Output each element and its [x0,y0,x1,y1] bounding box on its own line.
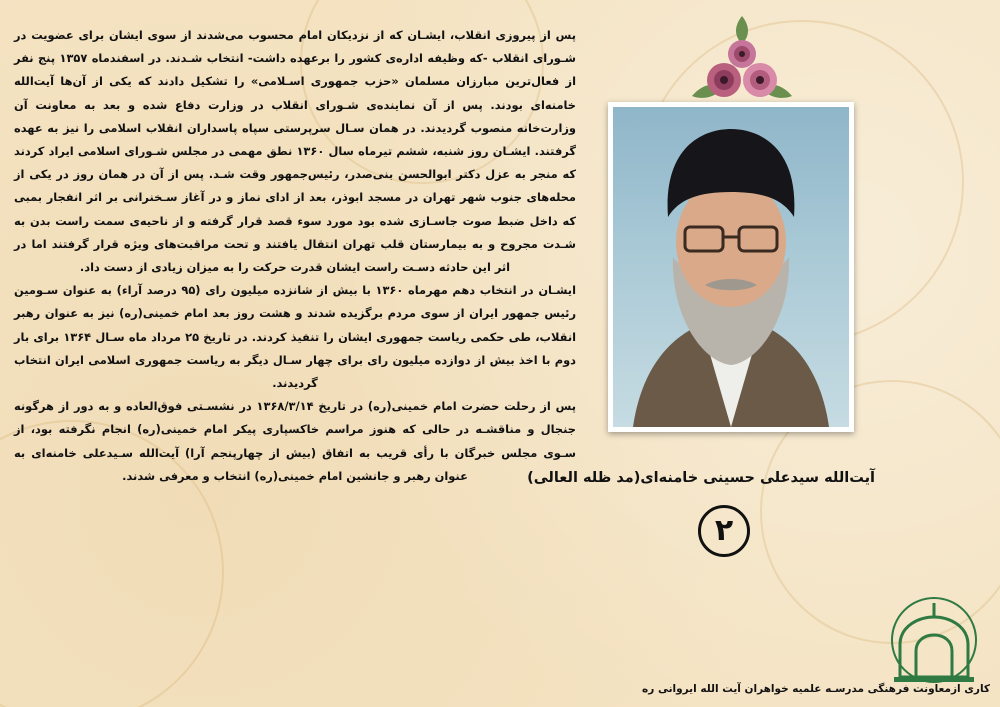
portrait-photo [613,107,849,427]
footer-credit: کاری ازمعاونت فرهنگی مدرسـه علمیه خواهران آیت الله ایروانی ره [642,683,990,695]
paragraph: پس از پیروزی انقلاب، ایشـان که از نزدیکان امام محسوب می‌شدند از سوی ایشان برای عضویت در شـورای انقلاب -که وظیفه اداره‌ی کشور را برعهده داشت- انتخاب شـدند. در اسفندماه ۱۳۵۷ پنج نفر از فعال‌ترین مبارزان مسلمان «حزب جمهوری اسـلامی» را تشکیل دادند که یکی از آن‌ها آیت‌الله خامنه‌ای بودند. پس از آن نماینده‌ی شـورای انقلاب در وزارت دفاع شده و بعد به معاونت آن وزارت‌خانه منصوب گردیدند. در همان سـال سرپرستی سپاه پاسداران انقلاب اسلامی را نیز به عهده گرفتند. ایشـان روز شنبه، ششم تیرماه سال ۱۳۶۰ نطق مهمی در مجلس شـورای اسلامی ایراد کردند که منجر به عزل دکتر ابوالحسن بنی‌صدر، رئیس‌جمهور وقت شـد. پس از آن در همان روز در یکی از محله‌های جنوب شهر تهران در مسجد ابوذر، بعد از ادای نماز و در آغاز سـخنرانی بر اثر انفجار بمبی که داخل ضبط صوت جاسـازی شده بود مورد سوء قصد قرار گرفته و از ناحیه‌ی سمت راست بدن به شـدت مجروح و به بیمارستان قلب تهران انتقال یافتند و تحت مراقبت‌های ویژه قرار گرفتند اما در اثر این حادثه دسـت راست ایشان قدرت حرکت را به میزان زیادی از دست داد. [14,28,576,275]
paragraph: ایشـان در انتخاب دهم مهرماه ۱۳۶۰ با بیش از شانزده میلیون رای (۹۵ درصد آراء) به عنوان سـومین رئیس جمهور ایران از سوی مردم برگزیده شدند و هشت روز بعد امام خمینی(ره) نیز به عنوان رهبر انقلاب، طی حکمی ریاست جمهوری ایشان را تنفیذ کردند. در تاریخ ۲۵ مرداد ماه سـال ۱۳۶۴ برای بار دوم با اخذ بیش از دوازده میلیون رای برای چهار سـال دیگر به ریاست جمهوری اسلامی ایران انتخاب گردیدند. [14,283,577,391]
page-number-badge: ۲ [698,505,750,557]
portrait-illustration [613,107,849,427]
biography-text [14,24,576,694]
flower-ornament-icon [682,14,802,109]
school-logo-icon [880,595,988,685]
paragraph: پس از رحلت حضرت امام خمینی(ره) در تاریخ ۱۳۶۸/۳/۱۴ در نشسـتی فوق‌العاده و به دور از هرگونه جنجال و مناقشـه در حالی که هنوز مراسم خاکسپاری پیکر امام خمینی(ره) انجام نگرفته بود، از سـوی مجلس خبرگان با رأی قریب به اتفاق (بیش از چهارپنجم آرا) آیت‌الله سـیدعلی خامنه‌ای به عنوان رهبر و جانشین امام خمینی(ره) انتخاب و معرفی شدند. [14,399,576,483]
portrait-frame [608,102,854,432]
portrait-caption: آیت‌الله سیدعلی حسینی خامنه‌ای(مد ظله العالی) [527,470,875,486]
